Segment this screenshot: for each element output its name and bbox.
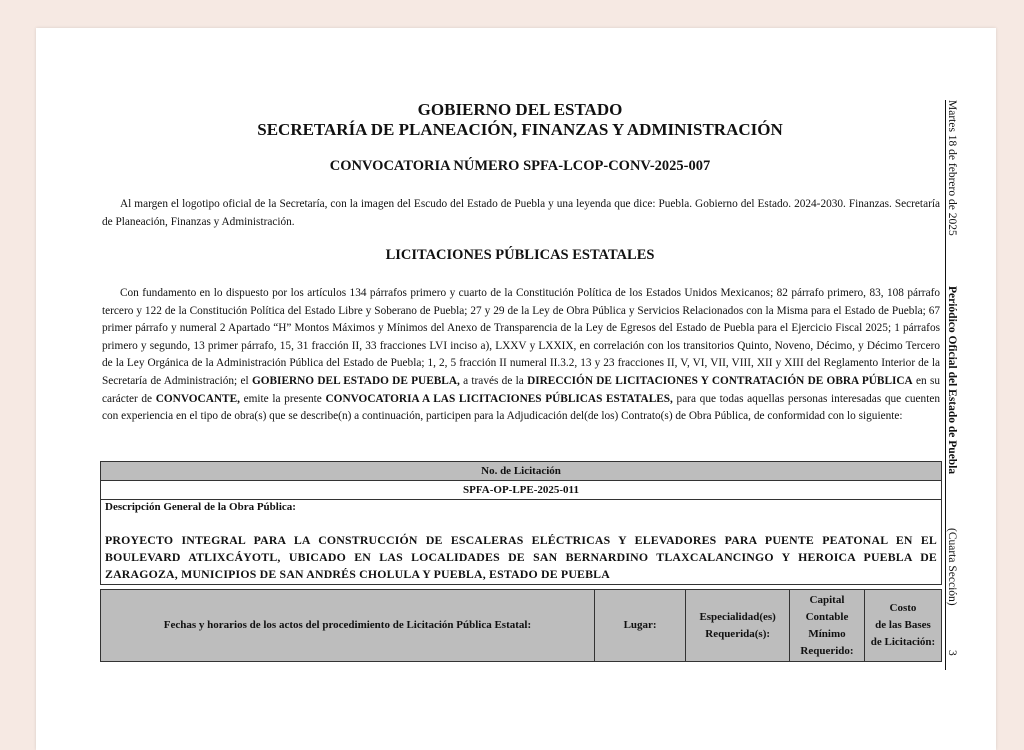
- col-costo: [864, 590, 941, 662]
- body-bold-gobierno: GOBIERNO DEL ESTADO DE PUEBLA,: [251, 374, 460, 387]
- table-row: [101, 481, 942, 500]
- licitacion-table: [100, 461, 942, 585]
- col-capital-l4: Requerido:: [800, 644, 854, 657]
- licitacion-header-cell: No. de Licitación: [101, 462, 942, 481]
- sidebar-section: (Cuarta Sección): [946, 528, 958, 606]
- page-sidebar: [945, 100, 968, 670]
- body-bold-direccion: DIRECCIÓN DE LICITACIONES Y CONTRATACIÓN DE OBRA PÚBLICA: [527, 374, 913, 387]
- section-title: LICITACIONES PÚBLICAS ESTATALES: [385, 247, 655, 263]
- sidebar-publication: Periódico Oficial del Estado de Puebla: [946, 286, 958, 475]
- col-especialidad-l1: Especialidad(es): [699, 610, 776, 623]
- viewer-background-left: [0, 0, 36, 750]
- body-text-1: Con fundamento en lo dispuesto por los artículos 134 párrafos primero y cuarto de la Constitución Política de los Estados Unidos Mexicanos; 82 párrafo primero, 83, 108 párrafo tercero y 122 de la Constitución Política del Estado Libre y Soberano de Puebla; 27 y 29 de la Ley de Obra Pública y Servicios Relacionados con la Misma para el Estado de Puebla; 67 primer párrafo y numeral 2 Apartado “H” Montos Máximos y Mínimos del Anexo de Transparencia de la Ley de Egresos del Estado de Puebla para el Ejercicio Fiscal 2025; 1 párrafos primero y segundo, 13 primer párrafo, 15, 31 fracción II, 33 fracciones LVI inciso a), LXXV y LXXIX, en correlación con los transitorios Quinto, Noveno, Décimo, y Décimo Tercero de la Ley Orgánica de la Administración Pública del Estado de Puebla; 1, 2, 5 fracción II numeral II.3.2, 13 y 23 fracciones II, V, VI, VII, VIII, XII y XIII del Reglamento Interior de la Secretaría de Administración; el: [102, 287, 940, 387]
- col-capital-l1: Capital: [809, 593, 845, 606]
- table-row: [101, 462, 942, 481]
- col-capital-l3: Mínimo: [808, 627, 846, 640]
- body-bold-convocante: CONVOCANTE,: [155, 392, 240, 405]
- description-label-cell: Descripción General de la Obra Pública:: [101, 500, 942, 523]
- sidebar-page-number: 3: [946, 650, 958, 656]
- government-heading: GOBIERNO DEL ESTADO: [417, 100, 623, 119]
- body-bold-convocatoria: CONVOCATORIA A LAS LICITACIONES PÚBLICAS ESTATALES,: [325, 392, 673, 405]
- body-text-2: a través de la: [459, 374, 528, 387]
- body-text-4: emite la presente: [239, 392, 326, 405]
- procedure-columns-table: [100, 589, 942, 662]
- body-text-5: para que todas aquellas personas interesadas que cuenten con experiencia en el tipo de obra(s) que se describe(n) a continuación, participen para la Adjudicación del(de los) Contrato(s) de Obra Pública, de conformidad con lo siguiente:: [102, 392, 940, 423]
- col-fechas: Fechas y horarios de los actos del procedimiento de Licitación Pública Estatal:: [101, 590, 595, 662]
- secretaria-heading: SECRETARÍA DE PLANEACIÓN, FINANZAS Y ADMINISTRACIÓN: [257, 120, 783, 139]
- col-lugar: Lugar:: [594, 590, 685, 662]
- col-especialidad-l2: Requerida(s):: [705, 627, 771, 640]
- body-text-3: en su carácter de: [102, 374, 941, 405]
- table-row: [101, 522, 942, 585]
- viewer-background-right: [996, 0, 1024, 750]
- sidebar-date: Martes 18 de febrero de 2025: [946, 100, 958, 236]
- legal-basis-paragraph: [102, 285, 940, 426]
- table-header-row: [101, 590, 942, 662]
- col-costo-l1: Costo: [889, 602, 917, 614]
- col-capital: [790, 590, 865, 662]
- table-row: [101, 500, 942, 523]
- col-costo-l2: de las Bases: [875, 619, 931, 631]
- col-especialidad: [686, 590, 790, 662]
- logo-margin-note: Al margen el logotipo oficial de la Secretaría, con la imagen del Escudo del Estado de Puebla y una leyenda que dice: Puebla. Gobierno del Estado. 2024-2030. Finanzas. Secretaría de Planeación, Finanzas y Administración.: [102, 198, 940, 228]
- licitacion-number-cell: SPFA-OP-LPE-2025-011: [101, 481, 942, 500]
- convocatoria-number: CONVOCATORIA NÚMERO SPFA-LCOP-CONV-2025-007: [329, 158, 711, 174]
- col-capital-l2: Contable: [805, 610, 849, 623]
- description-text-cell: PROYECTO INTEGRAL PARA LA CONSTRUCCIÓN DE ESCALERAS ELÉCTRICAS Y ELEVADORES PARA PUENTE PEATONAL EN EL BOULEVARD ATLIXCÁYOTL, UBICADO EN LAS LOCALIDADES DE SAN BERNARDINO TLAXCALANCINGO Y HEROICA PUEBLA DE ZARAGOZA, MUNICIPIOS DE SAN ANDRÉS CHOLULA Y PUEBLA, ESTADO DE PUEBLA: [101, 522, 942, 585]
- col-costo-l3: de Licitación:: [870, 636, 936, 648]
